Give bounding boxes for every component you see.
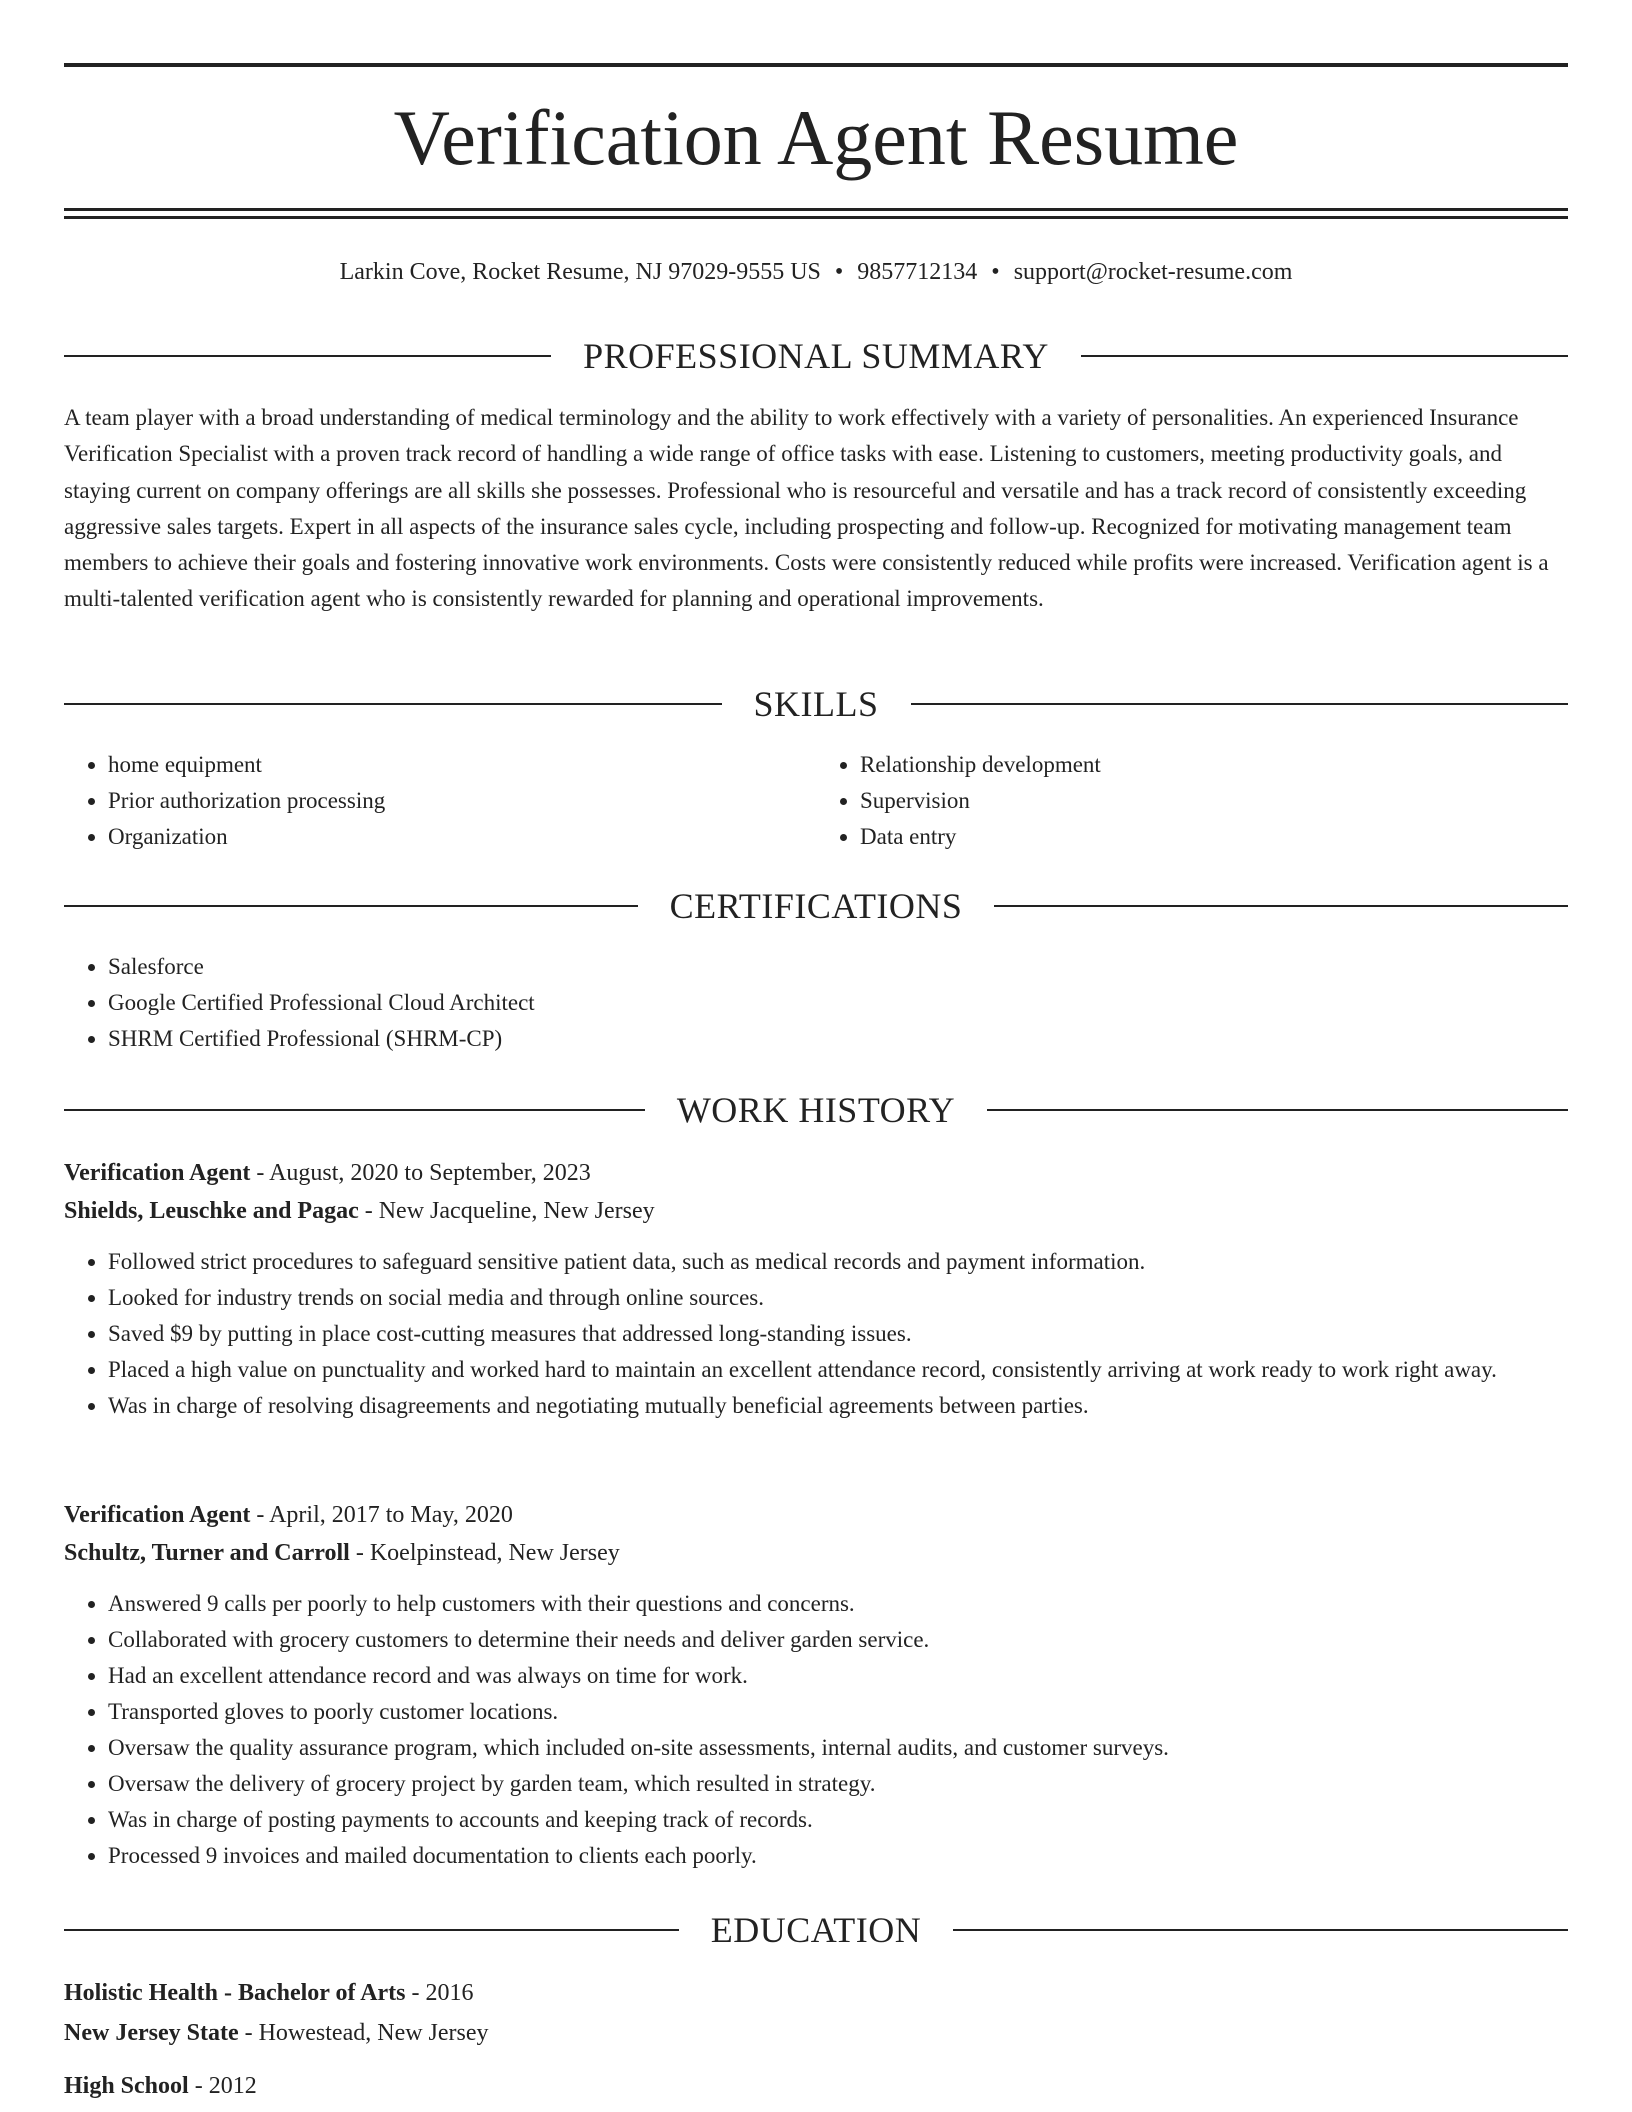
summary-text: A team player with a broad understanding of medical terminology and the ability to work effectively with a variety of personalities. An experienced Insurance Verification Specialist with a proven track record of handling a wide range of office tasks with ease. Listening to customers, meeting productivity goals, and staying current on company offerings are all skills she possesses. Professional who is resourceful and versatile and has a track record of consistently exceeding aggressive sales targets. Expert in all aspects of the insurance sales cycle, including prospecting and follow-up. Recognized for motivating management team members to achieve their goals and fostering innovative work environments. Costs were consistently reduced while profits were increased. Verification agent is a multi-talented verification agent who is consistently rewarded for planning and operational improvements.	[64, 405, 1549, 612]
job-location: - Koelpinstead, New Jersey	[349, 1540, 620, 1566]
section-heading-education	[64, 1908, 1568, 1952]
section-heading-work-history	[64, 1088, 1568, 1132]
education-degree-line	[64, 2066, 1568, 2106]
job-duty: • Oversaw the quality assurance program, which included on-site assessments, internal audits, and customer surveys.	[108, 1730, 1568, 1766]
certifications-list	[64, 949, 1568, 1057]
section-title: PROFESSIONAL SUMMARY	[583, 336, 1049, 376]
skill-item: • home equipment	[108, 747, 816, 783]
job-duty: • Collaborated with grocery customers to determine their needs and deliver garden service.	[108, 1622, 1568, 1658]
contact-separator: •	[991, 259, 1000, 285]
education-degree: High School	[64, 2073, 189, 2099]
job-duty: • Answered 9 calls per poorly to help customers with their questions and concerns.	[108, 1586, 1568, 1622]
heading-rule	[64, 703, 722, 705]
contact-email: support@rocket-resume.com	[1013, 259, 1293, 285]
job-duty: • Processed 9 invoices and mailed documentation to clients each poorly.	[108, 1838, 1568, 1874]
section-title: SKILLS	[753, 684, 879, 724]
section-heading-summary	[64, 334, 1568, 378]
job-entry	[64, 1154, 1568, 1424]
education-location: - Howestead, New Jersey	[238, 2020, 489, 2046]
job-location: - New Jacqueline, New Jersey	[358, 1198, 655, 1224]
job-company-line	[64, 1534, 1568, 1572]
job-duty: • Placed a high value on punctuality and worked hard to maintain an excellent attendance record, consistently arriving at work ready to work right away.	[108, 1352, 1568, 1388]
skill-item: • Relationship development	[860, 747, 1568, 783]
job-title-line	[64, 1154, 1568, 1192]
job-title-line	[64, 1496, 1568, 1534]
contact-address: Larkin Cove, Rocket Resume, NJ 97029-9555 US	[339, 259, 821, 285]
education-degree-line	[64, 1973, 1568, 2013]
job-duty: • Was in charge of resolving disagreements and negotiating mutually beneficial agreements between parties.	[108, 1388, 1568, 1424]
skill-item: • Organization	[108, 819, 816, 855]
job-dates: - August, 2020 to September, 2023	[250, 1160, 591, 1186]
job-duty: • Saved $9 by putting in place cost-cutting measures that addressed long-standing issues.	[108, 1316, 1568, 1352]
job-duty: • Transported gloves to poorly customer locations.	[108, 1694, 1568, 1730]
skills-list	[64, 747, 1568, 855]
section-title: WORK HISTORY	[676, 1090, 956, 1130]
top-rule	[64, 63, 1568, 67]
heading-rule	[64, 1109, 645, 1111]
page-title: Verification Agent Resume	[393, 94, 1239, 181]
heading-rule	[994, 905, 1568, 907]
job-company: Shields, Leuschke and Pagac	[64, 1198, 359, 1224]
education-school: New Jersey State	[64, 2020, 239, 2046]
job-duty: • Was in charge of posting payments to accounts and keeping track of records.	[108, 1802, 1568, 1838]
education-year: - 2016	[405, 1980, 474, 2006]
job-dates: - April, 2017 to May, 2020	[250, 1502, 513, 1528]
heading-rule	[1081, 355, 1568, 357]
education-entry	[64, 1973, 1568, 2053]
skill-item: • Supervision	[860, 783, 1568, 819]
heading-rule	[911, 703, 1569, 705]
title-rule-lower	[64, 216, 1568, 219]
job-entry	[64, 1496, 1568, 1874]
education-entry	[64, 2066, 1568, 2106]
education-year: - 2012	[188, 2073, 257, 2099]
job-duty: • Looked for industry trends on social media and through online sources.	[108, 1280, 1568, 1316]
job-title: Verification Agent	[64, 1160, 251, 1186]
contact-line	[64, 254, 1568, 290]
job-duties	[64, 1586, 1568, 1874]
contact-phone: 9857712134	[857, 259, 978, 285]
skill-item: • Data entry	[860, 819, 1568, 855]
job-duty: • Followed strict procedures to safeguard sensitive patient data, such as medical records and payment information.	[108, 1244, 1568, 1280]
heading-rule	[64, 355, 551, 357]
section-title: CERTIFICATIONS	[669, 886, 963, 926]
contact-separator: •	[834, 259, 844, 285]
heading-rule	[953, 1929, 1568, 1931]
skills-column-left	[64, 747, 816, 855]
job-company: Schultz, Turner and Carroll	[64, 1540, 350, 1566]
education-school-line	[64, 2013, 1568, 2053]
section-heading-certifications	[64, 884, 1568, 928]
section-heading-skills	[64, 682, 1568, 726]
heading-rule	[64, 1929, 679, 1931]
job-title: Verification Agent	[64, 1502, 251, 1528]
job-company-line	[64, 1192, 1568, 1230]
title-rule-upper	[64, 208, 1568, 211]
job-duties	[64, 1244, 1568, 1424]
job-duty: • Had an excellent attendance record and was always on time for work.	[108, 1658, 1568, 1694]
section-title: EDUCATION	[710, 1910, 922, 1950]
heading-rule	[64, 905, 638, 907]
education-degree: Holistic Health - Bachelor of Arts	[64, 1980, 406, 2006]
certification-item: • SHRM Certified Professional (SHRM-CP)	[108, 1021, 1568, 1057]
skills-column-right	[816, 747, 1568, 855]
job-duty: • Oversaw the delivery of grocery project by garden team, which resulted in strategy.	[108, 1766, 1568, 1802]
certification-item: • Google Certified Professional Cloud Architect	[108, 985, 1568, 1021]
skill-item: • Prior authorization processing	[108, 783, 816, 819]
certification-item: • Salesforce	[108, 949, 1568, 985]
heading-rule	[987, 1109, 1568, 1111]
